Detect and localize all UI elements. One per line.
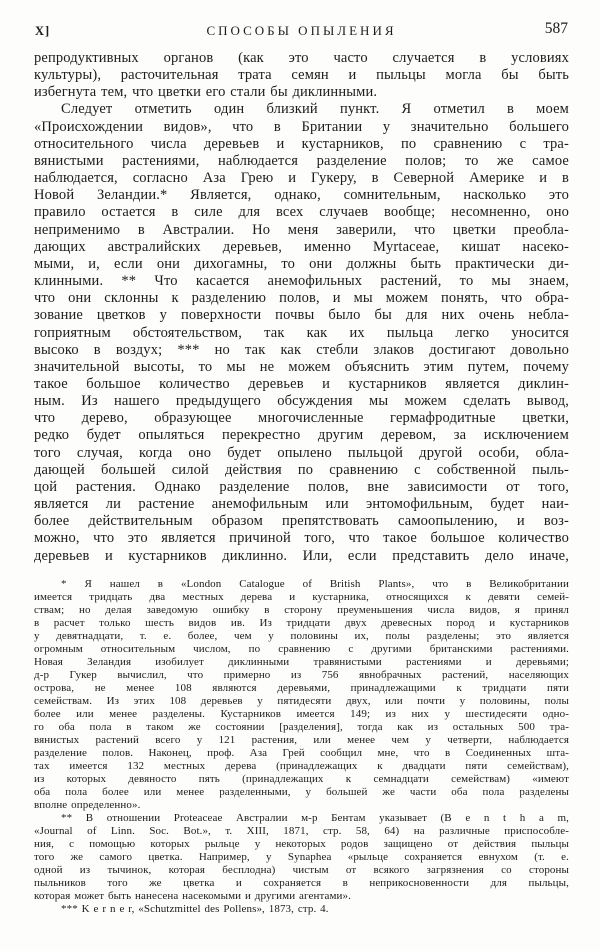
text-line: вянистыми растениями, наблюдается разделение полов; то же самое [34,152,569,169]
footnote-line: д-р Гукер вычислил, что примерно из 756 явнобрачных растений, населяющих [34,668,569,681]
text-line: правило остается в силе для всех случаев вообще; несомненно, оно [34,204,569,221]
footnote-line: *** K e r n e r, «Schutzmittel des Pollens», 1873, стр. 4. [61,902,329,915]
text-line: Новой Зеландии.* Является, однако, сомнительным, насколько это [34,187,569,204]
text-line: значительной высоты, то мы не можем объяснить этим путем, почему [34,358,569,375]
text-line: зование цветков у поверхности почвы было бы для них очень небла- [34,307,569,324]
footnote-line: в расчет только шесть видов ив. Из тридцати двух древесных пород и кустарников [34,616,569,629]
text-line: является ли растение анемофильным или энтомофильным, будет наи- [34,496,569,513]
text-line: такое большое количество деревьев и кустарников является диклин- [34,375,569,392]
footnote-line: из которых девяносто пять (принадлежащих к семнадцати семействам) «имеют [34,772,569,785]
text-line: относительного числа деревьев и кустарников, по сравнению с тра- [34,135,569,152]
paragraph [34,101,569,564]
main-text [34,50,569,565]
footnotes-section [34,578,569,916]
text-line: что дерево, образующее многочисленные гермафродитные цветки, [34,410,569,427]
text-line: что они склонны к разделению полов, и мы можем понять, что обра- [34,290,569,307]
text-line: гоприятным обстоятельством, так как их пыльца легко уносится [34,324,569,341]
footnote-line: острова, не менее 108 являются деревьями, принадлежащими к тридцати пяти [34,681,569,694]
footnote-line: вполне определенно». [34,798,141,811]
text-line: редко будет опыляться перекрестно другим деревом, за исключением [34,427,569,444]
footnote-line: «Journal of Linn. Soc. Bot.», т. XIII, 1871, стр. 58, 64) на различные приспособле- [34,824,569,837]
footnote-line: разделение полов. Наконец, проф. Аза Грей сообщил мне, что в Соединенных шта- [34,746,569,759]
running-title: СПОСОБЫ ОПЫЛЕНИЯ [206,23,397,38]
text-line: дающей большей силой действия по сравнению с собственной пыль- [34,461,569,478]
footnote-line: Новая Зеландия изобилует диклинными травянистыми растениями и деревьями; [34,655,569,668]
text-line: можно, что это является причиной того, что такое большое количество [34,530,569,547]
paragraph-continuation [34,50,569,101]
text-line: культуры), расточительная трата семян и пыльцы могла бы быть [34,67,569,84]
footnote-line: огромным относительным числом, по сравнению с другими британскими растениями. [34,642,569,655]
footnote-line: ния, с помощью которых рыльце у некоторых родов защищено от действия пыльцы [34,837,569,850]
footnote-3 [34,903,569,916]
text-line: мыми, и, если они дихогамны, то они должны быть практически ди- [34,255,569,272]
page-number: 587 [544,20,568,37]
footnote-line: одной из тычинок, которая бесплодна) чистым от всякого загрязнения со стороны [34,863,569,876]
footnote-line: вянистых растений всего у 121 растения, или менее чем у четверти, наблюдается [34,733,569,746]
text-line: цой растения. Однако разделение полов, вне зависимости от того, [34,478,569,495]
footnote-line: оба пола более или менее разделенными, у большей же части оба пола разделены [34,785,569,798]
running-head [34,22,569,39]
footnote-line: семействам. Из этих 108 деревьев у пятидесяти двух, или почти у половины, полы [34,694,569,707]
text-line: дающих австралийских деревьев, именно Myrtaceae, кишат насеко- [34,238,569,255]
footnote-line: го оба пола в таком же состоянии [разделения], тогда как из остальных 500 тра- [34,720,569,733]
text-line: более действительным образом препятствовать самоопылению, и воз- [34,513,569,530]
footnote-line: ствам; но делая заведомую ошибку в сторону преуменьшения числа видов, я принял [34,603,569,616]
footnote-line: того же самого цветка. Например, у Synaphea «рыльце сохраняется евнухом (т. е. [34,850,569,863]
text-line: Следует отметить один близкий пункт. Я отметил в моем [61,101,569,118]
footnote-line: которая может быть нанесена насекомыми и другими агентами». [34,889,351,902]
text-line: клинными. ** Что касается анемофильных растений, то мы знаем, [34,273,569,290]
text-line: ным. Из нашего предыдущего обсуждения мы можем сделать вывод, [34,393,569,410]
footnote-2 [34,812,569,903]
text-line: наблюдается, согласно Аза Грею и Гукеру, в Северной Америке и в [34,170,569,187]
text-line: избегнута тем, что цветки его стали бы диклинными. [34,84,378,101]
text-line: деревьев и кустарников диклинно. Или, если представить дело иначе, [34,547,569,564]
text-line: неприменимо в Австралии. Но меня заверили, что цветки преобла- [34,221,569,238]
footnote-line: более или менее разделены. Кустарников имеется 149; из них у шестидесяти одно- [34,707,569,720]
chapter-marker: X] [35,24,51,38]
footnote-1 [34,578,569,812]
footnote-line: тах имеется 132 местных дерева (принадлежащих к двадцати пяти семействам), [34,759,569,772]
footnote-line: ** В отношении Proteaceae Австралии м-р Бентам указывает (B e n t h a m, [61,811,569,824]
text-line: «Происхождении видов», что в Британии у значительно большего [34,118,569,135]
footnote-line: у девятнадцати, т. е. более, чем у половины их, полы разделены; это является [34,629,569,642]
text-line: того случая, когда оно будет опылено пыльцой другой особи, обла- [34,444,569,461]
footnote-line: пыльников того же цветка и сохраняется в неприкосновенности для пыльцы, [34,876,569,889]
footnote-line: имеется тридцать два местных дерева и кустарника, относящихся к девяти семей- [34,590,569,603]
text-line: высоко в воздух; *** но так как стебли злаков достигают довольно [34,341,569,358]
text-line: репродуктивных органов (как это часто случается в условиях [34,50,569,66]
footnote-line: * Я нашел в «London Catalogue of British Plants», что в Великобритании [61,577,569,590]
